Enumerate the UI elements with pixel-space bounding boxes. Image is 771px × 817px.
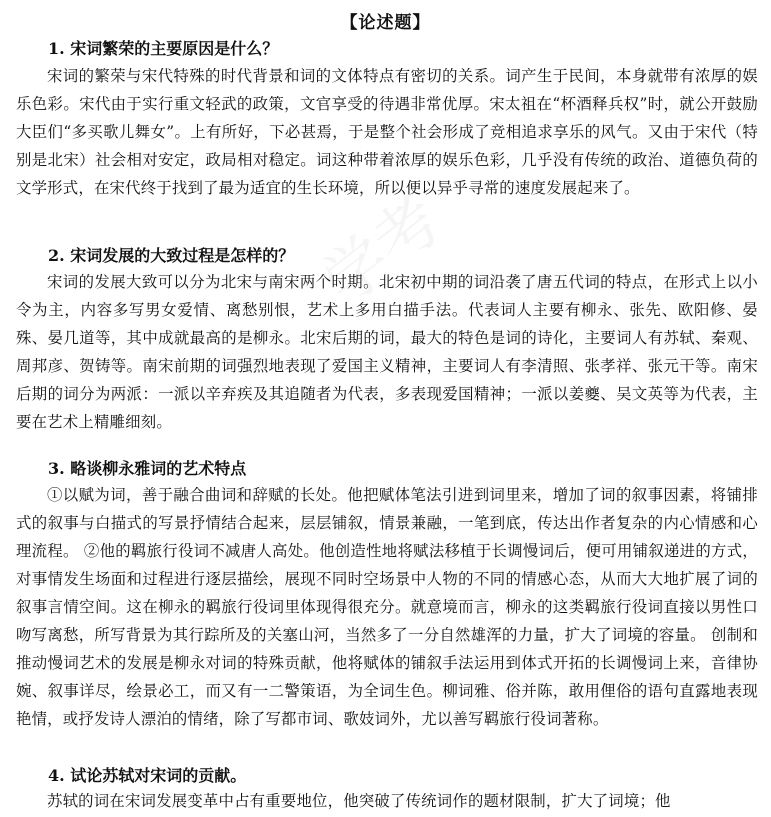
question-2-answer: 宋词的发展大致可以分为北宋与南宋两个时期。北宋初中期的词沿袭了唐五代词的特点，在形式上以小令为主，内容多写男女爱情、离愁别恨，艺术上多用白描手法。代表词人主要有柳永、张先、欧阳修、晏殊、晏几道等，其中成就最高的是柳永。北宋后期的词，最大的特色是词的诗化，主要词人有苏轼、秦观、周邦彦、贺铸等。南宋前期的词强烈地表现了爱国主义精神，主要词人有李清照、张孝祥、张元干等。南宋后期的词分为两派：一派以辛弃疾及其追随者为代表，多表现爱国精神；一派以姜夔、吴文英等为代表，主要在艺术上精雕细刻。 (16, 273, 758, 431)
question-2-title: 2. 宋词发展的大致过程是怎样的？ (48, 246, 295, 265)
question-4-title: 4. 试论苏轼对宋词的贡献。 (48, 766, 247, 785)
section-heading: 【论述题】 (340, 13, 431, 33)
watermark: 学考 (309, 183, 456, 321)
question-1-title: 1. 宋词繁荣的主要原因是什么？ (48, 39, 279, 58)
question-3-title: 3. 略谈柳永雅词的艺术特点 (48, 459, 247, 478)
question-3-answer: ①以赋为词，善于融合曲词和辞赋的长处。他把赋体笔法引进到词里来，增加了词的叙事因素，将铺排式的叙事与白描式的写景抒情结合起来，层层铺叙，情景兼融，一笔到底，传达出作者复杂的内心情感和心理流程。 ②他的羁旅行役词不减唐人高处。他创造性地将赋法移植于长调慢词后，便可用铺叙递进的方式，对事情发生场面和过程进行逐层描绘，展现不同时空场景中人物的不同的情感心态，从而大大地扩展了词的叙事言情空间。这在柳永的羁旅行役词里体现得很充分。就意境而言，柳永的这类羁旅行役词直接以男性口吻写离愁，所写背景为其行踪所及的关塞山河，当然多了一分自然雄浑的力量，扩大了词境的容量。 创制和推动慢词艺术的发展是柳永对词的特殊贡献，他将赋体的铺叙手法运用到体式开拓的长调慢词上来，音律协婉、叙事详尽，绘景必工，而又有一二警策语，为全词生色。柳词雅、俗并陈，敢用俚俗的语句直露地表现艳情，或抒发诗人漂泊的情绪，除了写都市词、歌妓词外，尤以善写羁旅行役词著称。 (16, 486, 758, 728)
question-1-answer: 宋词的繁荣与宋代特殊的时代背景和词的文体特点有密切的关系。词产生于民间，本身就带有浓厚的娱乐色彩。宋代由于实行重文轻武的政策，文官享受的待遇非常优厚。宋太祖在“杯酒释兵权”时，就公开鼓励大臣们“多买歌儿舞女”。上有所好，下必甚焉，于是整个社会形成了竞相追求享乐的风气。又由于宋代（特别是北宋）社会相对安定，政局相对稳定。词这种带着浓厚的娱乐色彩，几乎没有传统的政治、道德负荷的文学形式，在宋代终于找到了最为适宜的生长环境，所以便以异乎寻常的速度发展起来了。 (16, 67, 758, 197)
question-4-answer: 苏轼的词在宋词发展变革中占有重要地位，他突破了传统词作的题材限制，扩大了词境；他 (47, 792, 671, 810)
